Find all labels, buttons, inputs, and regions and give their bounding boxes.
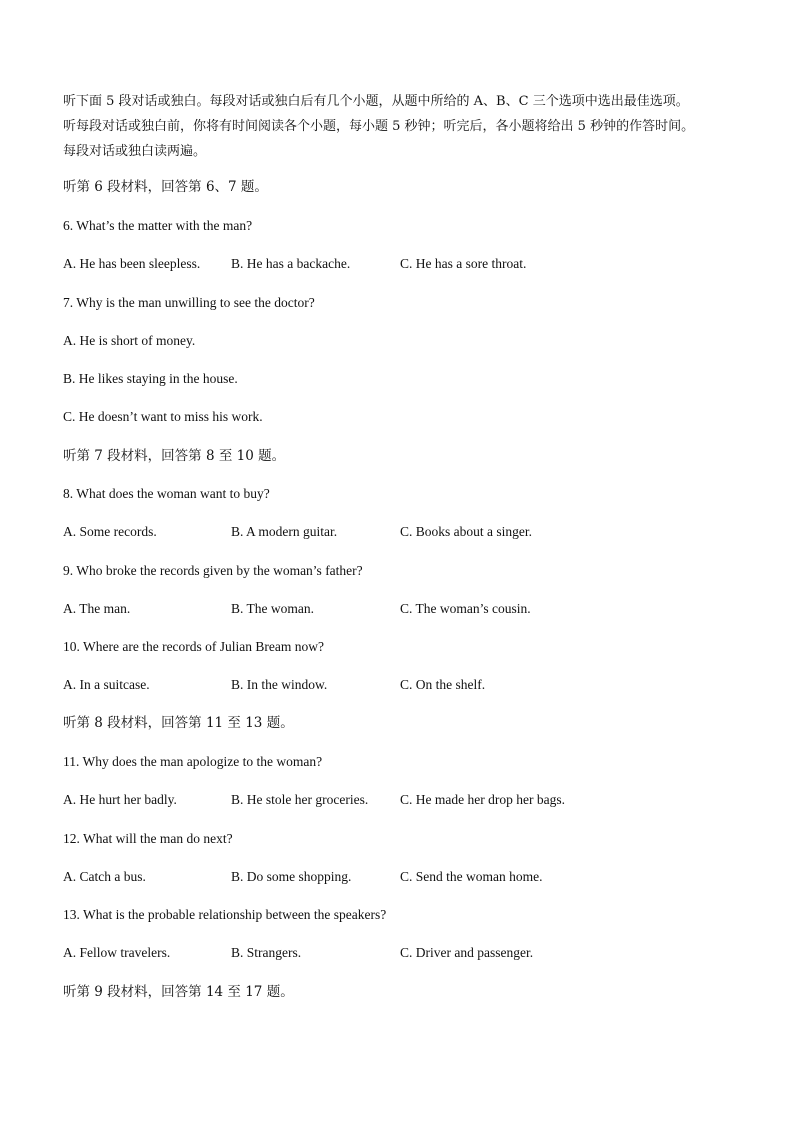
option-a: A. He is short of money. [63,333,196,348]
section-heading: 听第 8 段材料，回答第 11 至 13 题。 [63,715,294,731]
instruction-line: 每段对话或独白读两遍。 [63,144,207,159]
option-a: A. The man. [63,601,131,616]
option-b: B. In the window. [231,677,328,692]
instruction-line: 听每段对话或独白前，你将有时间阅读各个小题，每小题 5 秒钟；听完后，各小题将给出 5 秒钟的作答时间。 [63,119,695,134]
question-8: 8. What does the woman want to buy? [63,486,270,501]
option-a: A. He has been sleepless. [63,256,201,271]
question-9: 9. Who broke the records given by the woman’s father? [63,563,363,578]
option-b: B. He has a backache. [231,256,351,271]
question-7: 7. Why is the man unwilling to see the doctor? [63,295,315,310]
option-c: C. He made her drop her bags. [400,792,565,807]
section-heading: 听第 6 段材料，回答第 6、7 题。 [63,179,268,195]
option-a: A. Some records. [63,524,157,539]
option-c: C. The woman’s cousin. [400,601,531,616]
option-b: B. Strangers. [231,945,302,960]
option-b: B. The woman. [231,601,314,616]
option-a: A. Catch a bus. [63,869,146,884]
section-heading: 听第 7 段材料，回答第 8 至 10 题。 [63,448,286,464]
instruction-line: 听下面 5 段对话或独白。每段对话或独白后有几个小题，从题中所给的 A、B、C 三个选项中选出最佳选项。 [63,94,689,109]
question-6: 6. What’s the matter with the man? [63,218,253,233]
question-10: 10. Where are the records of Julian Bream now? [63,639,325,654]
option-b: B. He stole her groceries. [231,792,369,807]
option-c: C. Send the woman home. [400,869,543,884]
section-heading: 听第 9 段材料，回答第 14 至 17 题。 [63,984,294,1000]
instructions-block [63,89,763,164]
option-c: C. Driver and passenger. [400,945,534,960]
question-11: 11. Why does the man apologize to the woman? [63,754,323,769]
option-b: B. He likes staying in the house. [63,371,238,386]
question-13: 13. What is the probable relationship between the speakers? [63,907,387,922]
question-12: 12. What will the man do next? [63,831,233,846]
option-c: C. Books about a singer. [400,524,532,539]
option-c: C. On the shelf. [400,677,486,692]
option-a: A. He hurt her badly. [63,792,177,807]
option-c: C. He has a sore throat. [400,256,527,271]
option-a: A. In a suitcase. [63,677,150,692]
option-b: B. Do some shopping. [231,869,352,884]
option-b: B. A modern guitar. [231,524,338,539]
option-a: A. Fellow travelers. [63,945,171,960]
option-c: C. He doesn’t want to miss his work. [63,409,263,424]
